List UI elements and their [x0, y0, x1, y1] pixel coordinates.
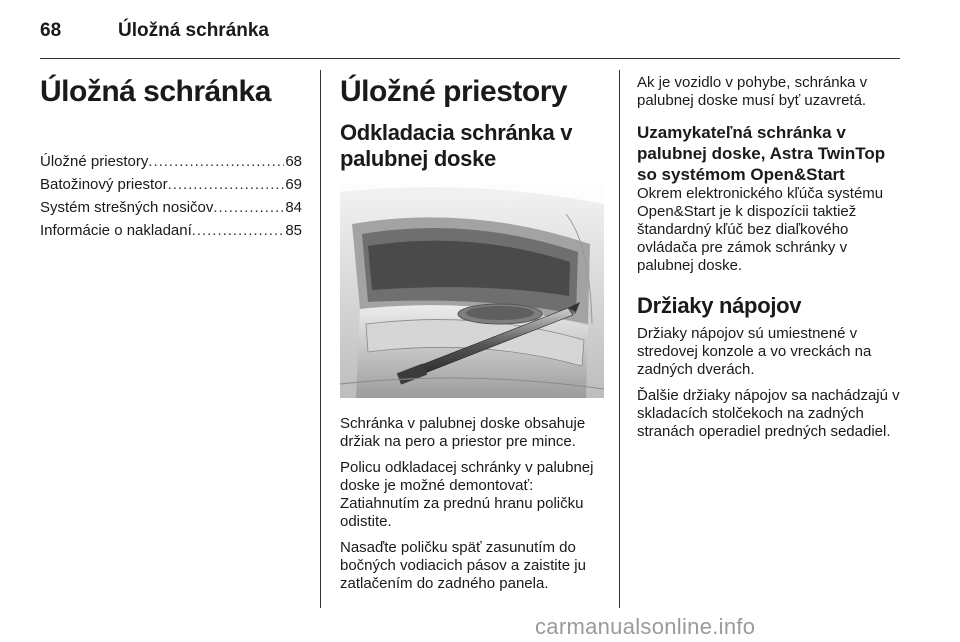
- subsection-title: Držiaky nápojov: [637, 293, 802, 318]
- header-title: Úložná schránka: [118, 20, 269, 41]
- glovebox-illustration: [340, 184, 604, 398]
- toc-entry[interactable]: [40, 150, 302, 173]
- subsection-title: Odkladacia schránka v palubnej doske: [340, 120, 573, 171]
- toc-leader-dots: [148, 150, 284, 173]
- toc-entry-label: Informácie o nakladaní: [40, 222, 192, 239]
- section-title: Úložné priestory: [340, 75, 568, 108]
- header-rule: [40, 58, 900, 59]
- toc-entry[interactable]: [40, 173, 302, 196]
- paragraph: Držiaky nápojov sú umiestnené v stredovej konzole a vo vreckách na zadných dverách.: [637, 325, 872, 378]
- left-column: [40, 74, 302, 242]
- column-divider-2: [619, 70, 620, 608]
- paragraph: Nasaďte poličku späť zasunutím do bočných vodiacich pásov a zaistite ju zatlačením do zadného panela.: [340, 539, 586, 592]
- toc-entry-label: Systém strešných nosičov: [40, 199, 214, 216]
- table-of-contents: [40, 150, 302, 242]
- watermark: carmanualsonline.info: [535, 614, 756, 639]
- toc-leader-dots: [168, 173, 285, 196]
- right-column: [637, 74, 901, 441]
- toc-leader-dots: [213, 196, 284, 219]
- toc-entry-page: 69: [285, 176, 302, 193]
- paragraph: Okrem elektronického kľúča systému Open&Start je k dispozícii taktiež štandardný kľúč bez diaľkového ovládača pre zámok schránky v palubnej doske.: [637, 185, 884, 274]
- toc-entry[interactable]: [40, 196, 302, 219]
- middle-column: [340, 74, 606, 593]
- toc-leader-dots: [192, 219, 285, 242]
- paragraph: Ďalšie držiaky nápojov sa nachádzajú v skladacích stolčekoch na zadných stranách operadiel predných sedadiel.: [637, 387, 900, 440]
- paragraph: Ak je vozidlo v pohybe, schránka v palubnej doske musí byť uzavretá.: [637, 74, 868, 109]
- subsection-title: Uzamykateľná schránka v palubnej doske, Astra TwinTop so systémom Open&Start: [637, 123, 886, 184]
- column-divider-1: [320, 70, 321, 608]
- paragraph: Policu odkladacej schránky v palubnej doske je možné demontovať: Zatiahnutím za prednú hranu poličku odistite.: [340, 459, 594, 530]
- toc-entry-label: Batožinový priestor: [40, 176, 168, 193]
- toc-entry-label: Úložné priestory: [40, 153, 149, 170]
- toc-entry-page: 85: [285, 222, 302, 239]
- toc-entry[interactable]: [40, 219, 302, 242]
- page-number: 68: [40, 20, 62, 41]
- toc-entry-page: 84: [285, 199, 302, 216]
- paragraph: Schránka v palubnej doske obsahuje držiak na pero a priestor pre mince.: [340, 415, 586, 450]
- chapter-title: Úložná schránka: [40, 75, 271, 108]
- toc-entry-page: 68: [285, 153, 302, 170]
